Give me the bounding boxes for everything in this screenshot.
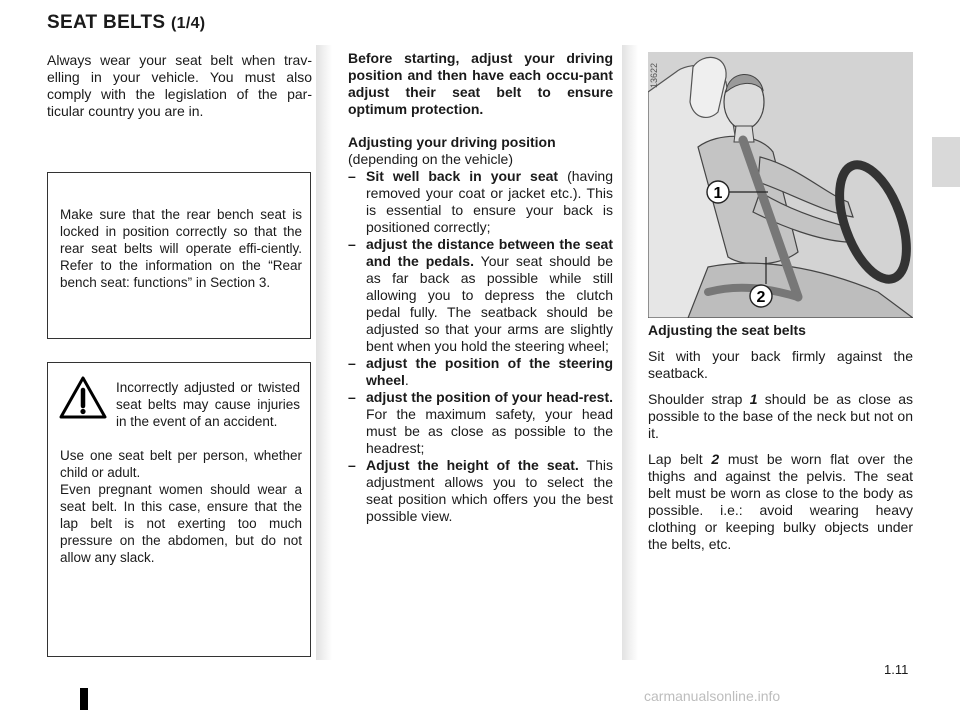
- list-item-bold: Sit well back in your seat: [366, 168, 559, 184]
- ref-number: 1: [749, 391, 758, 407]
- before-starting-text: Before starting, adjust your driving position and then have each occu-pant adjust their seat belt to ensure optimum protection.: [348, 50, 613, 117]
- warning-triangle-icon: [58, 375, 108, 421]
- watermark-text: carmanualsonline.info: [644, 688, 781, 704]
- list-item-bold: adjust the distance between the seat and the pedals.: [366, 236, 613, 269]
- column-divider: [622, 45, 638, 660]
- text-span: must be worn flat over the thighs and against the pelvis. The seat belt must be worn as close to the body as possible. i.e.: avoid wearing heavy clothing or keeping bulky objects under the belts, etc.: [648, 451, 913, 552]
- list-item: [348, 355, 613, 389]
- title-main: SEAT BELTS: [47, 12, 166, 33]
- list-item-bold: adjust the position of the steering wheel: [366, 355, 613, 388]
- bullet-dash: –: [348, 355, 356, 371]
- sit-back-text: Sit with your back firmly against the seatback.: [648, 348, 913, 381]
- warning-line-1: Use one seat belt per person, whether child or adult.: [60, 448, 302, 480]
- bullet-dash: –: [348, 389, 356, 405]
- text-span: Shoulder strap: [648, 391, 750, 407]
- bullet-dash: –: [348, 236, 356, 252]
- list-item-text: .: [404, 372, 409, 388]
- section-tab: [932, 137, 960, 187]
- seat-belt-illustration: [648, 52, 913, 318]
- bullet-dash: –: [348, 457, 356, 473]
- rear-bench-note-box: [47, 172, 311, 339]
- driving-position-heading: Adjusting your driving position: [348, 134, 556, 150]
- illustration-code: 13622: [649, 62, 659, 88]
- seat-belt-adjust-section: [648, 322, 913, 562]
- shoulder-strap-text: [648, 391, 913, 442]
- column-divider: [316, 45, 332, 660]
- warning-lead-text: Incorrectly adjusted or twisted seat belts may cause injuries in the event of an accident.: [116, 380, 300, 429]
- text-span: Lap belt: [648, 451, 712, 467]
- list-item-text: (having removed your coat or jacket etc.). This is essential to ensure your back is positioned correctly;: [366, 168, 613, 235]
- ref-number: 2: [711, 451, 720, 467]
- callout-1: 1: [713, 185, 723, 202]
- warning-line-2: Even pregnant women should wear a seat belt. In this case, ensure that the lap belt is not exerting too much pressure on the abdomen, but do not allow any slack.: [60, 482, 302, 565]
- driving-position-section: [348, 50, 613, 525]
- seat-belts-heading: Adjusting the seat belts: [648, 322, 806, 338]
- warning-box: [47, 362, 311, 657]
- driver-drawing: [648, 52, 913, 318]
- callout-2: 2: [756, 289, 766, 306]
- list-item-text: Your seat should be as far back as possible while still allowing you to depress the clutch pedal fully. The seatback should be adjusted so that your arms are slightly bent when you hold the steering wheel;: [366, 253, 613, 354]
- list-item-text: This adjustment allows you to select the seat position which offers you the best possible view.: [366, 457, 613, 524]
- title-part: (1/4): [171, 15, 206, 32]
- list-item: [348, 236, 613, 355]
- text-span: should be as close as possible to the base of the neck but not on it.: [648, 391, 914, 441]
- lap-belt-text: [648, 451, 913, 553]
- driving-position-note: (depending on the vehicle): [348, 151, 514, 167]
- list-item-bold: adjust the position of your head-rest.: [366, 389, 613, 405]
- page-number: 1.11: [884, 662, 909, 677]
- intro-paragraph: Always wear your seat belt when trav-elling in your vehicle. You must also comply with the legislation of the par-ticular country you are in.: [47, 52, 312, 119]
- list-item-bold: Adjust the height of the seat.: [366, 457, 579, 473]
- warning-body: [60, 447, 302, 566]
- list-item: [348, 457, 613, 525]
- list-item: [348, 389, 613, 457]
- rear-bench-note-text: Make sure that the rear bench seat is locked in position correctly so that the rear seat belts will operate effi-ciently. Refer to the information on the “Rear bench seat: functions” in Section 3.: [60, 207, 302, 290]
- page-title: [47, 12, 205, 34]
- list-item: [348, 168, 613, 236]
- list-item-text: For the maximum safety, your head must be as close as possible to the headrest;: [366, 406, 613, 456]
- crop-mark: [80, 688, 88, 710]
- bullet-dash: –: [348, 168, 356, 184]
